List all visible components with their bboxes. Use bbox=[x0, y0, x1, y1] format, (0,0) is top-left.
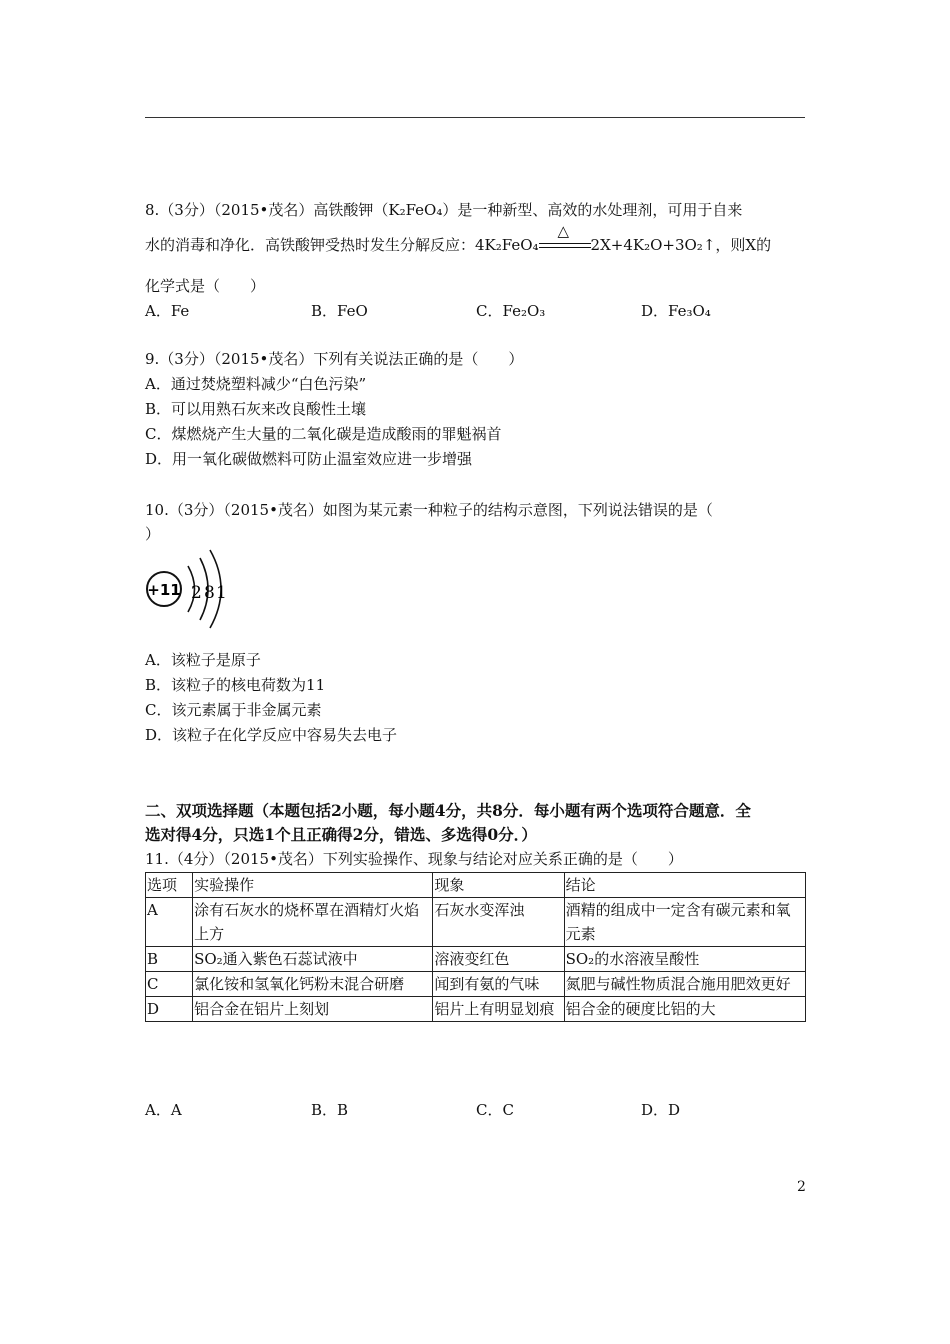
q11-option-c[interactable]: C．C bbox=[476, 1101, 514, 1119]
q11-table bbox=[145, 872, 806, 1022]
q10-stem-line1: 10.（3分）（2015•茂名）如图为某元素一种粒子的结构示意图，下列说法错误的是（ bbox=[145, 501, 713, 519]
q8-line1: 8.（3分）（2015•茂名）高铁酸钾（K₂FeO₄）是一种新型、高效的水处理剂，可用于自来 bbox=[145, 201, 743, 219]
table-row bbox=[146, 972, 806, 997]
q9-option-a[interactable]: A．通过焚烧塑料减少“白色污染” bbox=[145, 375, 367, 393]
table-cell: 铝合金的硬度比铝的大 bbox=[564, 997, 805, 1022]
section2-heading-line2: 选对得4分，只选1个且正确得2分，错选、多选得0分．） bbox=[145, 825, 537, 844]
table-cell: A bbox=[146, 898, 193, 947]
q10-option-c[interactable]: C．该元素属于非金属元素 bbox=[145, 701, 322, 719]
q8-option-d[interactable]: D．Fe₃O₄ bbox=[641, 302, 711, 320]
table-cell: 酒精的组成中一定含有碳元素和氧元素 bbox=[564, 898, 805, 947]
q8-option-b[interactable]: B．FeO bbox=[311, 302, 368, 320]
header-cell: 实验操作 bbox=[193, 873, 433, 898]
q9-option-c[interactable]: C．煤燃烧产生大量的二氧化碳是造成酸雨的罪魁祸首 bbox=[145, 425, 502, 443]
header-cell: 现象 bbox=[433, 873, 564, 898]
q10-option-d[interactable]: D．该粒子在化学反应中容易失去电子 bbox=[145, 726, 398, 744]
q9-stem: 9.（3分）（2015•茂名）下列有关说法正确的是（ ） bbox=[145, 350, 524, 368]
table-row bbox=[146, 947, 806, 972]
q8-option-a[interactable]: A．Fe bbox=[145, 302, 190, 320]
q8-option-c[interactable]: C．Fe₂O₃ bbox=[476, 302, 546, 320]
shell-electrons-3: 1 bbox=[216, 583, 227, 603]
reaction-arrow bbox=[539, 222, 591, 256]
heat-symbol: △ bbox=[557, 222, 570, 240]
table-cell: 氮肥与碱性物质混合施用肥效更好 bbox=[564, 972, 805, 997]
table-cell: SO₂通入紫色石蕊试液中 bbox=[193, 947, 433, 972]
q11-option-a[interactable]: A．A bbox=[145, 1101, 182, 1119]
q8-line2-post: 2X+4K₂O+3O₂↑，则X的 bbox=[590, 236, 772, 254]
table-row bbox=[146, 997, 806, 1022]
table-cell: 氯化铵和氢氧化钙粉末混合研磨 bbox=[193, 972, 433, 997]
q9-option-d[interactable]: D．用一氧化碳做燃料可防止温室效应进一步增强 bbox=[145, 450, 473, 468]
section2-heading-line1: 二、双项选择题（本题包括2小题，每小题4分，共8分．每小题有两个选项符合题意．全 bbox=[145, 801, 751, 820]
q11-stem: 11.（4分）（2015•茂名）下列实验操作、现象与结论对应关系正确的是（ ） bbox=[145, 850, 683, 868]
table-cell: 铝合金在铝片上刻划 bbox=[193, 997, 433, 1022]
table-header-row bbox=[146, 873, 806, 898]
q8-line2 bbox=[145, 222, 772, 256]
q11-option-d[interactable]: D．D bbox=[641, 1101, 681, 1119]
q8-line3: 化学式是（ ） bbox=[145, 277, 266, 295]
atom-structure-diagram bbox=[143, 548, 233, 632]
table-cell: SO₂的水溶液呈酸性 bbox=[564, 947, 805, 972]
header-cell: 结论 bbox=[564, 873, 805, 898]
page-number: 2 bbox=[797, 1179, 806, 1195]
shell-electrons-2: 8 bbox=[204, 583, 215, 603]
table-cell: 闻到有氨的气味 bbox=[433, 972, 564, 997]
q10-option-b[interactable]: B．该粒子的核电荷数为11 bbox=[145, 676, 326, 694]
nucleus-charge: +11 bbox=[147, 581, 181, 599]
q10-stem-line2: ） bbox=[145, 525, 161, 543]
q9-option-b[interactable]: B．可以用熟石灰来改良酸性土壤 bbox=[145, 400, 367, 418]
table-cell: B bbox=[146, 947, 193, 972]
table-row bbox=[146, 898, 806, 947]
q8-line2-pre: 水的消毒和净化．高铁酸钾受热时发生分解反应：4K₂FeO₄ bbox=[145, 236, 539, 254]
table-cell: 涂有石灰水的烧杯罩在酒精灯火焰上方 bbox=[193, 898, 433, 947]
shell-electrons-1: 2 bbox=[191, 583, 202, 603]
header-rule bbox=[145, 117, 805, 118]
table-cell: 溶液变红色 bbox=[433, 947, 564, 972]
header-cell: 选项 bbox=[146, 873, 193, 898]
table-cell: 铝片上有明显划痕 bbox=[433, 997, 564, 1022]
q11-option-b[interactable]: B．B bbox=[311, 1101, 349, 1119]
table-cell: D bbox=[146, 997, 193, 1022]
table-cell: 石灰水变浑浊 bbox=[433, 898, 564, 947]
table-cell: C bbox=[146, 972, 193, 997]
q10-option-a[interactable]: A．该粒子是原子 bbox=[145, 651, 261, 669]
